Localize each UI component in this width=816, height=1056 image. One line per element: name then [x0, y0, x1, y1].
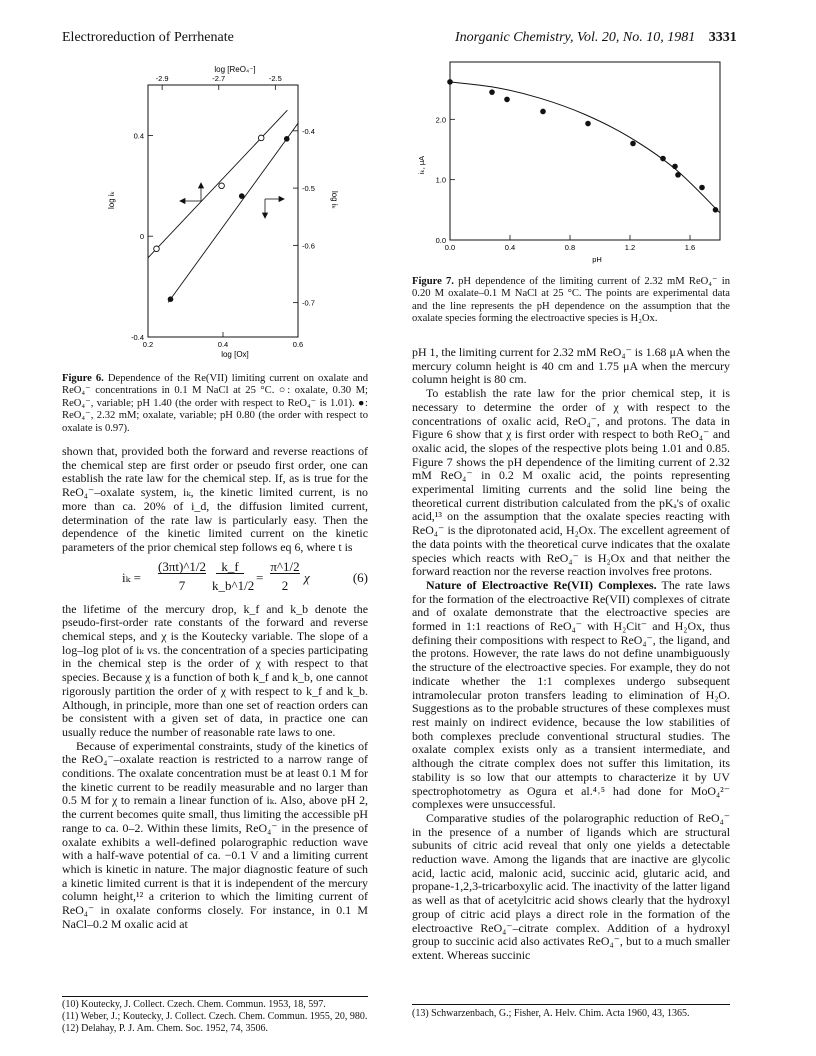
fig6-arrow-right-axis [263, 197, 285, 219]
right-paragraph-3 [412, 579, 730, 812]
fig7-data-point [585, 121, 591, 127]
eq-num3: π^1/2 [270, 558, 300, 574]
footnote-10: (10) Koutecky, J. Collect. Czech. Chem. Commun. 1953, 18, 597. [62, 999, 326, 1010]
fig7-y-tick-label: 0.0 [435, 236, 446, 245]
fig7-data-point [489, 89, 495, 95]
fig6-left-tick-label: 0.4 [133, 131, 144, 141]
right-paragraph-1: pH 1, the limiting current for 2.32 mM ReO₄⁻ is 1.68 μA when the mercury column height is 40 cm and 1.75 μA when the mercury column height is 80 cm. [412, 345, 730, 387]
fig6-top-tick-label: -2.7 [212, 74, 226, 83]
right-column-text [412, 346, 730, 963]
fig6-point-filled [239, 193, 245, 199]
eq-equals: = [256, 569, 264, 585]
journal-name: Inorganic Chemistry, Vol. 20, No. 10, 1981 [455, 30, 696, 45]
footnotes-right [412, 1008, 730, 1020]
fig6-point-open [219, 183, 225, 189]
journal-citation [455, 30, 760, 46]
fig7-data-point [504, 97, 510, 103]
footnote-12: (12) Delahay, P. J. Am. Chem. Soc. 1952, 74, 3506. [62, 1023, 269, 1034]
fig7-x-tick-label: 0.8 [564, 243, 576, 252]
fig7-data-point [630, 141, 636, 147]
left-paragraph-3: Because of experimental constraints, study of the kinetics of the ReO₄⁻–oxalate reaction is restricted to a narrow range of conditions. The oxalate concentration must be at least 0.1 M for the kinetic current to be readily measurable and no larger than 0.5 M for χ to remain a linear function of iₖ. Also, above pH 2, the current becomes quite small, thus limiting the accessible pH range to ca. 0–2. Within these limits, ReO₄⁻ in the presence of oxalate exhibits a well-defined polarographic reduction wave with a half-wave potential of ca. −0.1 V and a limiting current which is kinetic in nature. The major diagnostic feature of such a kinetic limited current is that it is independent of the mercury column height,¹² a criterion to which the limiting current of ReO₄⁻ in oxalate conforms closely. For instance, in 0.1 M NaCl–0.2 M oxalic acid at [62, 738, 368, 931]
fig7-y-tick-label: 2.0 [435, 115, 446, 125]
fig6-right-tick-label: -0.5 [302, 184, 315, 194]
equation-6 [62, 555, 368, 603]
right-paragraph-2: To establish the rate law for the prior chemical step, it is necessary to determine the order of χ with respect to the concentrations of oxalic acid, ReO₄⁻, and protons. The data in Figure 6 show that χ is first order with respect to both ReO₄⁻ and oxalic acid, the slopes of the respective plots being 1.01 and 0.85. Figure 7 shows the pH dependence of the limiting current of 2.32 mM ReO₄⁻ in 0.2 M oxalic acid, the points representing experimental limiting currents and the solid line being the theoretical current distribution calculated from the pKₐ's of oxalic acid,¹³ on the assumption that the oxalate species reacting with ReO₄⁻ is the diprotonated acid, H₂Ox. The excellent agreement of the data points with the theoretical curve indicates that the oxalate species which reacts with ReO₄⁻ is H₂Ox and that neither the forward reaction nor the reverse reaction involves free protons. [412, 386, 730, 579]
eq-den3: 2 [281, 577, 289, 593]
fig7-x-tick-label: 1.6 [684, 243, 696, 252]
eq-num1: (3πt)^1/2 [158, 558, 207, 574]
figure-6-caption [62, 373, 368, 435]
left-paragraph-1: shown that, provided both the forward and reverse reactions of the chemical step are first order or pseudo first order, one can establish the rate law for the chemical step. If, as is true for the ReO₄⁻–oxalate system, iₖ, the kinetic limited current, is no more than ca. 20% of i_d, the diffusion limited current, determination of the rate law is particularly easy. Then the dependence of the kinetic limited current on the kinetic parameters of the prior chemical step follows eq 6, where t is [62, 444, 368, 554]
right-paragraph-3-text: The rate laws for the formation of the electroactive Re(VII) complexes of citrate and of oxalate demonstrate that the electroactive species are formed in 1:1 reactions of ReO₄⁻ with H₂Cit⁻ and H₂Ox, thus defining their compositions with respect to ReO₄⁻, the ligand, and the protons. However, the rate laws do not define unambiguously the structure of the electroactive species. For example, they do not indicate whether the 1:1 complexes undergo subsequent intramolecular proton transfers leading to elimination of H₂O. Suggestions as to the probable structures of these complexes must rest mainly on indirect evidence, because the low stabilities of both complexes preclude conventional structural studies. The oxalate complex exists only as a transient intermediate, and although the citrate complex does not suffer this limitation, its stability is so low that our attempts to characterize it by UV spectrophotometry as Ogura et al.⁴˒⁵ had done for MoO₄²⁻ complexes were unsuccessful. [412, 577, 730, 812]
eq-den2: k_b^1/2 [212, 577, 255, 593]
eq-lhs: iₖ = [122, 569, 141, 585]
figure-7-caption-label: Figure 7. [412, 276, 454, 287]
section-heading: Nature of Electroactive Re(VII) Complexes. [426, 577, 657, 592]
fig6-point-filled [168, 296, 174, 302]
fig6-point-filled [284, 136, 290, 142]
fig7-data-point [540, 109, 546, 115]
fig6-x-axis-label: log [Ox] [221, 350, 249, 359]
fig7-data-point [672, 164, 678, 170]
eq-number: (6) [352, 569, 368, 585]
fig7-theory-curve [450, 82, 720, 213]
fig6-top-axis-label: log [ReO₄⁻] [214, 65, 256, 74]
fig7-data-point [713, 207, 719, 213]
fig7-data-point [675, 172, 681, 178]
eq-num2: k_f [216, 560, 244, 575]
fig6-x-tick-label: 0.6 [292, 340, 304, 349]
fig6-right-tick-label: -0.6 [302, 241, 315, 251]
eq-den1: 7 [178, 577, 186, 593]
fig6-top-tick-label: -2.5 [268, 74, 282, 83]
figure-7-caption-text: pH dependence of the limiting current of 2.32 mM ReO₄⁻ in 0.20 M oxalate–0.1 M NaCl at 25 °C. The points are experimental data and the line represents the pH dependence on the assumption that the oxalate species forming the electroactive species is H₂Ox. [412, 276, 730, 325]
page-number: 3331 [708, 30, 737, 45]
fig7-x-tick-label: 1.2 [624, 243, 636, 252]
footnote-11: (11) Weber, J.; Koutecky, J. Collect. Czech. Chem. Commun. 1955, 20, 980. [62, 1011, 368, 1022]
fig6-arrow-left-axis [180, 183, 204, 204]
eq-chi: χ [304, 569, 310, 585]
figure-7-caption [412, 276, 730, 326]
fig6-point-open [258, 135, 264, 141]
fig7-data-point [699, 185, 705, 191]
running-head: Electroreduction of Perrhenate [62, 30, 234, 45]
fig7-data-point [660, 156, 666, 162]
fig6-x-tick-label: 0.4 [217, 340, 229, 349]
fig6-fit-line-filled [168, 123, 298, 303]
footnotes-left [62, 999, 368, 1035]
fig6-right-tick-label: -0.7 [302, 298, 315, 308]
fig7-y-tick-label: 1.0 [435, 175, 446, 185]
figure-6-caption-text: Dependence of the Re(VII) limiting current on oxalate and ReO₄⁻ concentrations in 0.1 M NaCl at 25 °C. ○: oxalate, 0.30 M; ReO₄⁻, variable; pH 1.40 (the order with respect to ReO₄⁻ is 1.01). ●: ReO₄⁻, 2.32 mM; oxalate, variable; pH 0.80 (the order with respect to oxalate is 0.97). [62, 373, 368, 434]
footnote-13: (13) Schwarzenbach, G.; Fisher, A. Helv. Chim. Acta 1960, 43, 1365. [412, 1008, 690, 1019]
fig7-data-point [447, 79, 453, 85]
footnote-rule-right [412, 1004, 730, 1005]
fig7-frame [450, 62, 720, 240]
fig6-left-tick-label: -0.4 [131, 333, 144, 342]
fig6-left-tick-label: 0 [139, 232, 144, 242]
fig6-fit-line-open [148, 110, 287, 257]
footnote-rule-left [62, 996, 368, 997]
fig6-right-tick-label: -0.4 [302, 126, 315, 136]
fig6-top-tick-label: -2.9 [155, 74, 169, 83]
left-column-text [62, 445, 368, 932]
figure-7-chart [412, 55, 730, 267]
left-paragraph-2: the lifetime of the mercury drop, k_f and k_b denote the pseudo-first-order rate constants of the forward and reverse chemical steps, and χ is the Koutecky variable. The slope of a log–log plot of iₖ vs. the concentration of a species participating in the chemical step is the order of χ with respect to that species. Because χ is a function of both k_f and k_b, one cannot rigorously partition the order of χ with respect to k_f and k_b. Although, in principle, more than one set of reaction orders can be consistent with a given set of data, in practice one can usually reduce the number of reasonable rate laws to one. [62, 601, 368, 739]
fig6-point-open [154, 246, 160, 252]
fig6-right-axis-label: log iₖ [330, 190, 339, 210]
figure-6-chart [100, 55, 340, 370]
fig6-left-axis-label: log iₖ [107, 190, 116, 210]
fig6-x-tick-label: 0.2 [142, 340, 154, 349]
right-paragraph-4: Comparative studies of the polarographic reduction of ReO₄⁻ in the presence of a number of ligands which are structural subunits of citric acid reveal that only one yields a detectable reduction wave. Among the ligands that are inactive are glycolic acid, lactic acid, malonic acid, succinic acid, glutaric acid, and propane-1,2,3-tricarboxylic acid. The inactivity of the latter ligand as well as that of acetylcitric acid shows clearly that the hydroxyl group of citric acid plays a direct role in the formation of the electroactive ReO₄⁻–citrate complex. Addition of a hydroxyl group to succinic acid also activates ReO₄⁻, but to a much smaller extent. Whereas succinic [412, 810, 730, 962]
fig7-x-axis-label: pH [592, 255, 602, 264]
figure-6-caption-label: Figure 6. [62, 373, 104, 384]
fig7-x-tick-label: 0.0 [444, 243, 456, 252]
fig7-y-axis-label: iₖ, μA [417, 155, 426, 175]
fig7-x-tick-label: 0.4 [504, 243, 516, 252]
